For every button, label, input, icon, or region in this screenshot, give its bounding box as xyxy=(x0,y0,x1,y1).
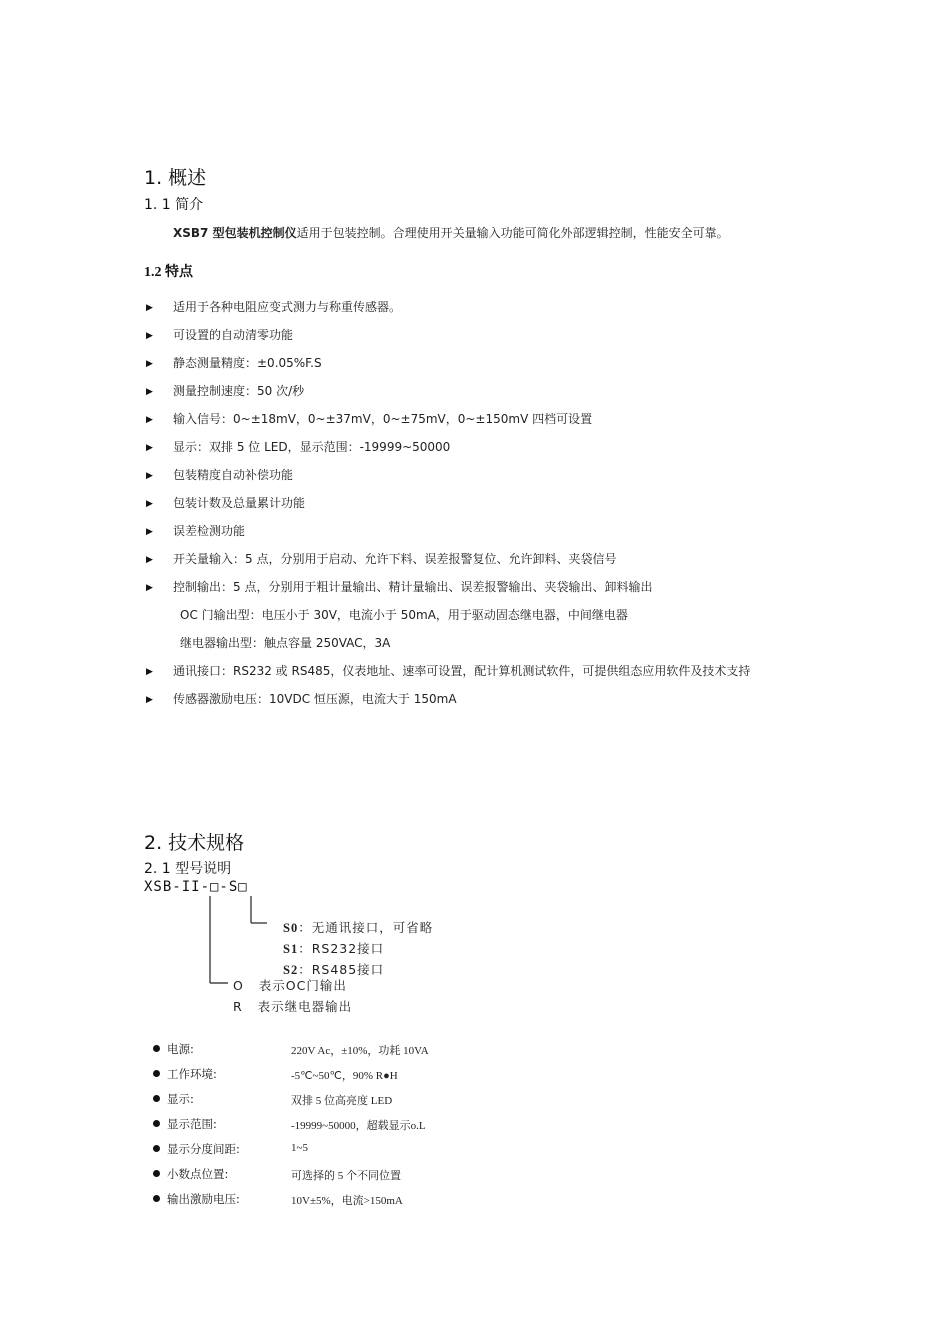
feature-item xyxy=(146,551,153,565)
feature-text: 输入信号：0~±18mV，0~±37mV，0~±75mV，0~±150mV 四档可设置 xyxy=(173,412,593,426)
feature-text: 误差检测功能 xyxy=(173,524,246,538)
feature-text: 传感器激励电压：10VDC 恒压源，电流大于 150mA xyxy=(173,692,457,706)
diagram-r xyxy=(233,997,352,1015)
arrow-bullet-icon: ▶ xyxy=(146,443,153,453)
spec-value: 双排 5 位高亮度 LED xyxy=(291,1095,393,1107)
section-2-title: 2. 技术规格 xyxy=(144,832,245,854)
arrow-bullet-icon: ▶ xyxy=(146,415,153,425)
arrow-bullet-icon: ▶ xyxy=(146,555,153,565)
feature-item xyxy=(146,355,153,369)
feature-subitem: OC 门输出型：电压小于 30V，电流小于 50mA，用于驱动固态继电器，中间继电器 xyxy=(180,608,628,622)
bullet-dot-icon xyxy=(153,1170,160,1177)
bullet-dot-icon xyxy=(153,1070,160,1077)
feature-item xyxy=(146,495,153,509)
arrow-bullet-icon: ▶ xyxy=(146,387,153,397)
spec-value: 220V Ac，±10%，功耗 10VA xyxy=(291,1045,429,1057)
diagram-s1-text: ：RS232接口 xyxy=(298,941,385,956)
diagram-s0-code: S0 xyxy=(283,921,299,935)
arrow-bullet-icon: ▶ xyxy=(146,695,153,705)
intro-product-name: XSB7 型包装机控制仪 xyxy=(173,226,297,240)
arrow-bullet-icon: ▶ xyxy=(146,331,153,341)
feature-item xyxy=(146,523,153,537)
spec-value: 10V±5%，电流>150mA xyxy=(291,1195,403,1207)
arrow-bullet-icon: ▶ xyxy=(146,527,153,537)
diagram-o-text: 表示OC门输出 xyxy=(258,978,347,993)
spec-label: 输出激励电压: xyxy=(167,1192,240,1206)
arrow-bullet-icon: ▶ xyxy=(146,471,153,481)
feature-item xyxy=(146,383,153,397)
feature-text: 通讯接口：RS232 或 RS485，仪表地址、速率可设置，配计算机测试软件，可提供组态应用软件及技术支持 xyxy=(173,664,751,678)
bullet-dot-icon xyxy=(153,1145,160,1152)
feature-item xyxy=(146,467,153,481)
spec-value: -5℃~50℃，90% R●H xyxy=(291,1070,398,1082)
section-1-title: 1. 概述 xyxy=(144,167,207,189)
arrow-bullet-icon: ▶ xyxy=(146,499,153,509)
diagram-r-text: 表示继电器输出 xyxy=(257,999,353,1014)
spec-label: 工作环境: xyxy=(167,1067,217,1081)
intro-heading: 1. 1 简介 xyxy=(144,197,204,213)
diagram-o xyxy=(233,976,347,994)
diagram-s1 xyxy=(283,939,384,957)
intro-text: 适用于包装控制。合理使用开关量输入功能可简化外部逻辑控制，性能安全可靠。 xyxy=(296,226,729,240)
spec-value: 1~5 xyxy=(291,1142,308,1154)
feature-subitem: 继电器输出型：触点容量 250VAC，3A xyxy=(180,636,391,650)
feature-item xyxy=(146,411,153,425)
spec-label: 显示: xyxy=(167,1092,194,1106)
arrow-bullet-icon: ▶ xyxy=(146,583,153,593)
feature-text: 控制输出：5 点，分别用于粗计量输出、精计量输出、误差报警输出、夹袋输出、卸料输出 xyxy=(173,580,653,594)
diagram-s0-text: ：无通讯接口，可省略 xyxy=(298,920,434,935)
bullet-dot-icon xyxy=(153,1120,160,1127)
model-heading: 2. 1 型号说明 xyxy=(144,861,232,877)
diagram-r-code: R xyxy=(233,999,243,1014)
feature-text: 包装计数及总量累计功能 xyxy=(173,496,306,510)
diagram-s0 xyxy=(283,918,433,936)
feature-text: 静态测量精度：±0.05%F.S xyxy=(173,356,322,370)
feature-text: 显示：双排 5 位 LED，显示范围：-19999~50000 xyxy=(173,440,451,454)
arrow-bullet-icon: ▶ xyxy=(146,303,153,313)
spec-value: 可选择的 5 个不同位置 xyxy=(291,1170,401,1182)
feature-item xyxy=(146,663,153,677)
feature-item xyxy=(146,327,153,341)
feature-item xyxy=(146,439,153,453)
feature-text: 适用于各种电阻应变式测力与称重传感器。 xyxy=(173,300,402,314)
spec-label: 显示分度间距: xyxy=(167,1142,240,1156)
diagram-s2-text: ：RS485接口 xyxy=(298,962,385,977)
spec-label: 小数点位置: xyxy=(167,1167,229,1181)
spec-label: 显示范围: xyxy=(167,1117,217,1131)
feature-text: 可设置的自动清零功能 xyxy=(173,328,294,342)
feature-item xyxy=(146,691,153,705)
arrow-bullet-icon: ▶ xyxy=(146,359,153,369)
bullet-dot-icon xyxy=(153,1095,160,1102)
features-heading: 1.2 特点 xyxy=(144,265,193,280)
feature-text: 开关量输入：5 点，分别用于启动、允许下料、误差报警复位、允许卸料、夹袋信号 xyxy=(173,552,617,566)
spec-label: 电源: xyxy=(167,1042,194,1056)
diagram-s1-code: S1 xyxy=(283,942,299,956)
feature-text: 包装精度自动补偿功能 xyxy=(173,468,294,482)
feature-text: 测量控制速度：50 次/秒 xyxy=(173,384,305,398)
diagram-o-code: O xyxy=(233,978,244,993)
diagram-s2-code: S2 xyxy=(283,963,299,977)
model-code: XSB-II-□-S□ xyxy=(144,879,248,895)
spec-value: -19999~50000，超载显示o.L xyxy=(291,1120,426,1132)
bullet-dot-icon xyxy=(153,1045,160,1052)
bullet-dot-icon xyxy=(153,1195,160,1202)
feature-item xyxy=(146,299,153,313)
feature-item xyxy=(146,579,153,593)
intro-paragraph xyxy=(173,224,729,241)
arrow-bullet-icon: ▶ xyxy=(146,667,153,677)
